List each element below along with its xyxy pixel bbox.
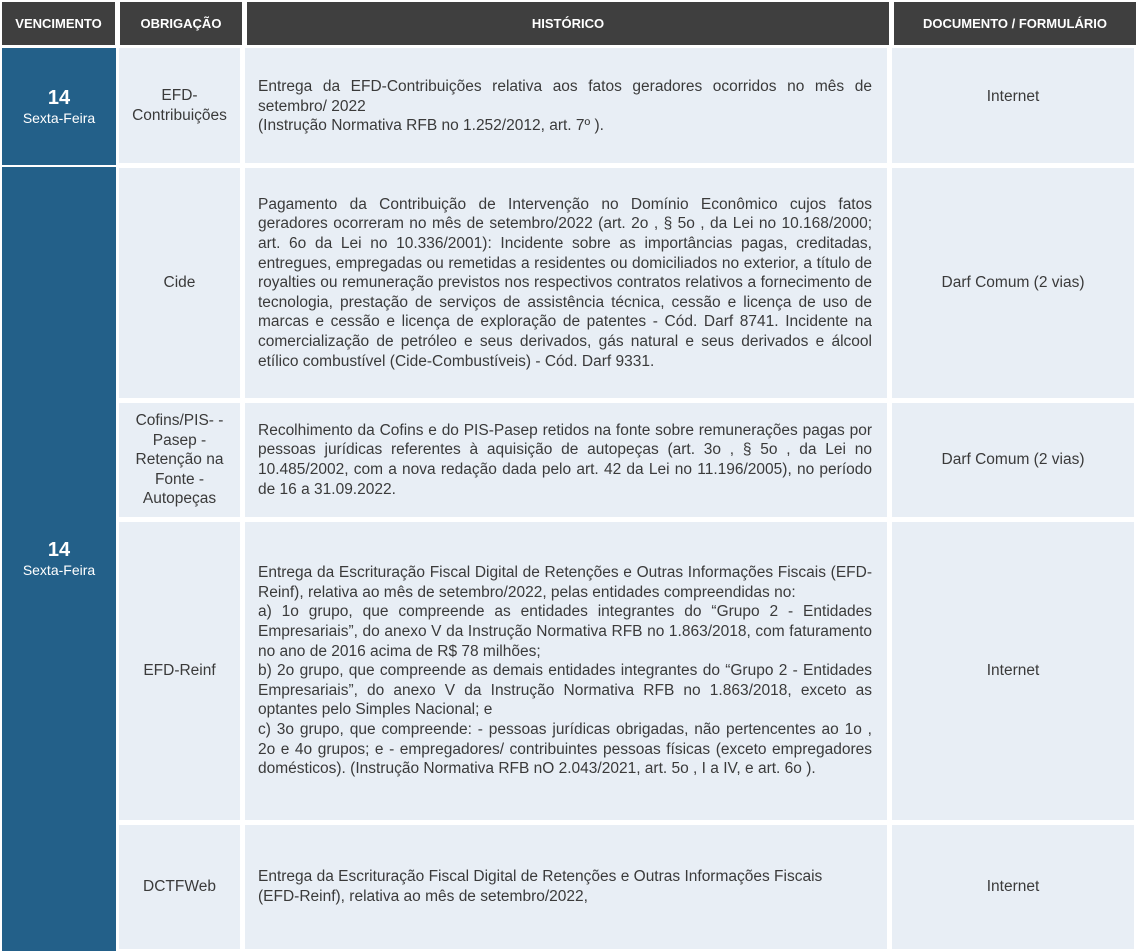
documento-cell	[892, 403, 1134, 517]
obrigacao-line: Retenção na	[135, 451, 224, 469]
header-historico-label: HISTÓRICO	[531, 16, 605, 31]
header-historico	[247, 2, 889, 45]
obrigacao-cell	[119, 168, 240, 398]
header-documento	[894, 2, 1136, 45]
obrigacao-text	[132, 86, 227, 125]
vencimento-weekday: Sexta-Feira	[22, 109, 96, 126]
obrigacao-line: Pasep -	[152, 431, 207, 449]
historico-cell	[245, 522, 887, 820]
historico-text	[258, 867, 872, 906]
historico-cell	[245, 403, 887, 517]
obrigacao-cell	[119, 825, 240, 949]
obrigacao-cell	[119, 403, 240, 517]
historico-text	[258, 77, 872, 136]
historico-cell	[245, 825, 887, 949]
documento-cell	[892, 825, 1134, 949]
obrigacao-line: EFD-	[161, 86, 198, 104]
historico-paragraph: c) 3o grupo, que compreende: - pessoas jurídicas obrigadas, não pertencentes ao 1o , 2o e 4o grupos; e - empregadores/ contribuintes pessoas físicas (exceto empregadores domésticos). (Instrução Normativa RFB nO 2.043/2021, art. 5o , I a IV, e art. 6o ).	[258, 720, 872, 778]
historico-cell	[245, 168, 887, 398]
documento-cell	[892, 48, 1134, 163]
documento-text: Darf Comum (2 vias)	[941, 451, 1085, 469]
vencimento-day: 14	[47, 86, 71, 109]
vencimento-weekday: Sexta-Feira	[22, 562, 96, 578]
historico-cell	[245, 48, 887, 163]
historico-paragraph: a) 1o grupo, que compreende as entidades integrantes do “Grupo 2 - Entidades Empresariais”, do anexo V da Instrução Normativa RFB no 1.863/2018, com faturamento no ano de 2016 acima de R$ 78 milhões;	[258, 603, 872, 660]
historico-paragraph: b) 2o grupo, que compreende as demais entidades integrantes do “Grupo 2 - Entidades Empresariais”, do anexo V da Instrução Normativa RFB no 1.863/2018, exceto as optantes pelo Simples Nacional; e	[258, 662, 872, 719]
header-obrigacao	[120, 2, 242, 45]
historico-text	[258, 563, 872, 779]
obrigacao-line: DCTFWeb	[143, 878, 216, 896]
historico-paragraph: (EFD-Reinf), relativa ao mês de setembro/2022,	[258, 888, 588, 905]
obrigacao-line: Fonte -	[154, 470, 205, 488]
vencimento-group-2	[2, 167, 116, 951]
obrigacao-line: Autopeças	[142, 490, 217, 508]
vencimento-day: 14	[47, 539, 71, 561]
header-documento-label: DOCUMENTO / FORMULÁRIO	[923, 16, 1107, 31]
header-obrigacao-label: OBRIGAÇÃO	[140, 16, 222, 31]
historico-paragraph: (Instrução Normativa RFB no 1.252/2012, art. 7º ).	[258, 117, 604, 135]
documento-text: Internet	[986, 878, 1040, 896]
documento-cell	[892, 168, 1134, 398]
historico-paragraph: Entrega da EFD-Contribuições relativa aos fatos geradores ocorridos no mês de setembro/ 2022	[258, 78, 872, 115]
obrigacao-text	[136, 411, 224, 509]
obrigacao-line: Contribuições	[132, 106, 227, 124]
obrigacao-line: Cide	[163, 274, 196, 292]
obrigacao-cell	[119, 522, 240, 820]
historico-paragraph: Pagamento da Contribuição de Intervenção no Domínio Econômico cujos fatos geradores ocorreram no mês de setembro/2022 (art. 2o , § 5o , da Lei no 10.168/2000; art. 6o da Lei no 10.336/2001): Incidente sobre as importâncias pagas, creditadas, entregues, empregadas ou remetidas a residentes ou domiciliados no exterior, a título de royalties ou remuneração previstos nos respectivos contratos relativos a fornecimento de tecnologia, prestação de serviços de assistência técnica, cessão e licença de uso de marcas e cessão e licença de exploração de patentes - Cód. Darf 8741. Incidente na comercialização de petróleo e seus derivados, gás natural e seus derivados e álcool etílico combustível (Cide-Combustíveis) - Cód. Darf 9331.	[258, 195, 872, 370]
historico-paragraph: Recolhimento da Cofins e do PIS-Pasep retidos na fonte sobre remunerações pagas por pessoas jurídicas referentes à aquisição de autopeças (art. 3o , § 5o , da Lei no 10.485/2002, com a nova redação dada pelo art. 42 da Lei no 11.196/2005), no período de 16 a 31.09.2022.	[258, 421, 872, 498]
header-vencimento-label: VENCIMENTO	[15, 16, 102, 31]
documento-text: Darf Comum (2 vias)	[941, 274, 1085, 292]
documento-cell	[892, 522, 1134, 820]
historico-paragraph: Entrega da Escrituração Fiscal Digital de Retenções e Outras Informações Fiscais	[258, 868, 823, 886]
documento-text: Internet	[986, 88, 1040, 105]
obrigacao-line: EFD-Reinf	[143, 662, 216, 680]
historico-paragraph: Entrega da Escrituração Fiscal Digital de Retenções e Outras Informações Fiscais (EFD-Reinf), relativa ao mês de setembro/2022, pelas entidades compreendidas no:	[258, 564, 872, 601]
obrigacao-line: Cofins/PIS- -	[135, 412, 224, 430]
header-vencimento	[2, 2, 115, 45]
documento-text: Internet	[986, 662, 1040, 680]
obrigacao-cell	[119, 48, 240, 163]
vencimento-group-1	[2, 48, 116, 165]
